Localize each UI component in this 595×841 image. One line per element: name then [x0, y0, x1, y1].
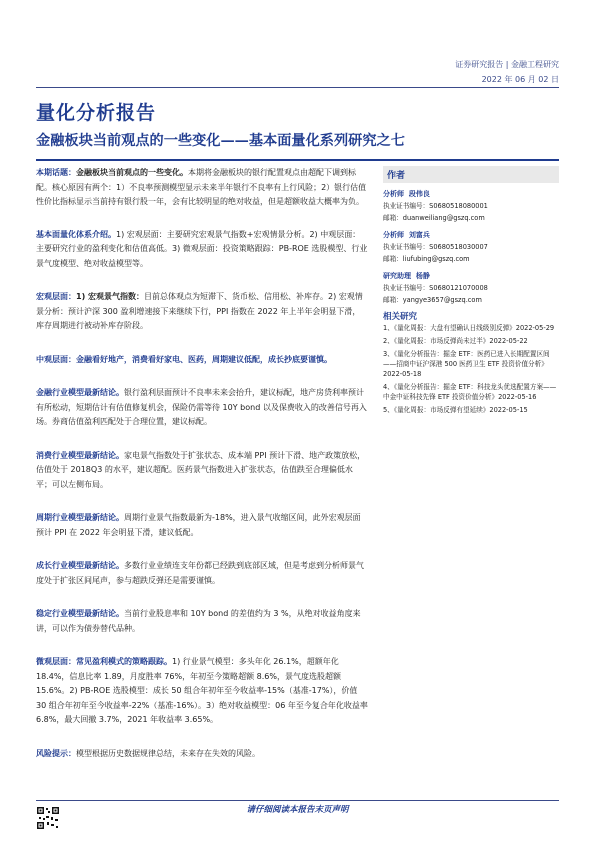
- title-divider: [36, 159, 559, 161]
- analyst-email[interactable]: 邮箱：liufubing@gszq.com: [383, 255, 470, 263]
- analyst-block: [383, 188, 559, 224]
- related-item[interactable]: 1、《量化周报：大盘有望确认日线级别反弹》2022-05-29: [383, 324, 555, 332]
- analyst-email[interactable]: 邮箱：yangye3657@gszq.com: [383, 296, 482, 304]
- analyst-role: 分析师: [383, 231, 404, 239]
- footer-divider: [36, 800, 559, 801]
- framework-paragraph: 基本面量化体系介绍。1) 宏观层面：主要研究宏观景气指数+宏观情景分析。2) 中观层面：主要研究行业的盈利变化和估值高低。3) 微观层面：投资策略跟踪：PB-ROE 选股模型、行业景气度模型、绝对收益模型等。: [36, 229, 368, 268]
- macro-paragraph: 宏观层面：1) 宏观景气指数：目前总体观点为短滞下、货币松、信用松、补库存。2) 宏观情景分析：预计沪深 300 盈利增速接下来继续下行，PPI 指数在 2022 年上半年会明显下滑，库存周期进行被动补库存阶段。: [36, 292, 363, 330]
- stable-paragraph: 稳定行业模型最新结论。当前行业股息率和 10Y bond 的差值约为 3 %，从绝对收益角度来讲，可以作为债券替代品种。: [36, 609, 361, 633]
- analyst-cert: 执业证书编号：S0680518030007: [383, 243, 488, 251]
- report-title: 量化分析报告: [36, 102, 157, 124]
- analyst-cert: 执业证书编号：S0680518080001: [383, 202, 488, 210]
- analyst-block: [383, 270, 559, 306]
- authors-heading: 作者: [383, 166, 559, 183]
- analyst-email[interactable]: 邮箱：duanweiliang@gszq.com: [383, 214, 485, 222]
- header-divider: [36, 87, 559, 88]
- related-heading: 相关研究: [383, 312, 418, 322]
- analyst-role: 分析师: [383, 190, 404, 198]
- report-subtitle: 金融板块当前观点的一些变化——基本面量化系列研究之七: [36, 133, 405, 149]
- micro-paragraph: 微观层面：常见盈利模式的策略跟踪。1) 行业景气模型：多头年化 26.1%，超额年化 18.4%，信息比率 1.89，月度胜率 76%，年初至今策略超额 8.6%，景气度选股超额 15.6%。2) PB-ROE 选股模型：成长 50 组合年初年至今收益率-15%（基准-17%），价值 30 组合年初年至今收益率-22%（基准-16%）。3）绝对收益模型：06 年至今复合年化收益率 6.8%，最大回撤 3.7%，2021 年收益率 3.65%。: [36, 657, 368, 724]
- report-header: [455, 57, 559, 87]
- meso-paragraph: 中观层面：金融看好地产，消费看好家电、医药，周期建议低配，成长抄底要谨慎。: [36, 354, 332, 364]
- footer-disclaimer: 请仔细阅读本报告末页声明: [246, 805, 349, 815]
- related-item[interactable]: 2、《量化周报：市场反弹尚未过半》2022-05-22: [383, 337, 528, 345]
- growth-paragraph: 成长行业模型最新结论。多数行业业绩连支年份都已经跌到底部区域，但是考虑到分析师景气度处于扩张区间尾声，参与超跌反弹还是需要谨慎。: [36, 561, 364, 585]
- topic-paragraph: 本期话题：金融板块当前观点的一些变化。本期将金融板块的银行配置观点由超配下调到标配。核心原因有两个：1）不良率预测模型显示未来半年银行不良率有上行风险；2）银行估值性价比指标显示当前持有银行股一年，会有比较明显的绝对收益，但是超额收益大概率为负。: [36, 168, 367, 206]
- analyst-name: 段伟良: [408, 190, 430, 198]
- analyst-name: 刘富兵: [408, 231, 430, 239]
- cyclical-paragraph: 周期行业模型最新结论。周期行业景气指数最新为-18%，进入景气收缩区间，此外宏观层面预计 PPI 在 2022 年会明显下滑，建议低配。: [36, 513, 361, 537]
- finance-paragraph: 金融行业模型最新结论。银行盈利层面预计不良率未来会抬升，建议标配，地产房贷利率预计有所松动，短期估计有估值修复机会，保险仍需等待 10Y bond 以及保费收入的改善信号再入场。券商估值盈利匹配处于合理位置，建议标配。: [36, 388, 367, 426]
- related-item[interactable]: 4、《量化分析报告：掘金 ETF：科技龙头优选配置方案——中金中证科技先锋 ETF 投资价值分析》2022-05-16: [383, 383, 557, 401]
- analyst-block: [383, 229, 559, 265]
- report-date: 2022 年 06 月 02 日: [481, 75, 559, 84]
- report-category: 证券研究报告 | 金融工程研究: [455, 60, 559, 69]
- risk-paragraph: 风险提示：模型根据历史数据规律总结，未来存在失效的风险。: [36, 748, 260, 758]
- sidebar: [383, 166, 559, 418]
- analyst-cert: 执业证书编号：S0680121070008: [383, 284, 488, 292]
- consumer-paragraph: 消费行业模型最新结论。家电景气指数处于扩张状态、成本端 PPI 预计下滑、地产政策放松，估值处于 2018Q3 的水平，建议超配。医药景气指数进入扩张状态，估值跌至合理偏低水平；可以左侧布局。: [36, 450, 366, 489]
- related-item[interactable]: 3、《量化分析报告：掘金 ETF：医药已进入长期配置区间——招商中证沪深港 500 医药卫生 ETF 投资价值分析》2022-05-18: [383, 350, 550, 378]
- related-item[interactable]: 5、《量化周报：市场反弹有望延续》2022-05-15: [383, 406, 528, 414]
- analyst-name: 杨静: [415, 272, 430, 280]
- analyst-role: 研究助理: [383, 272, 411, 280]
- report-body: [36, 166, 368, 761]
